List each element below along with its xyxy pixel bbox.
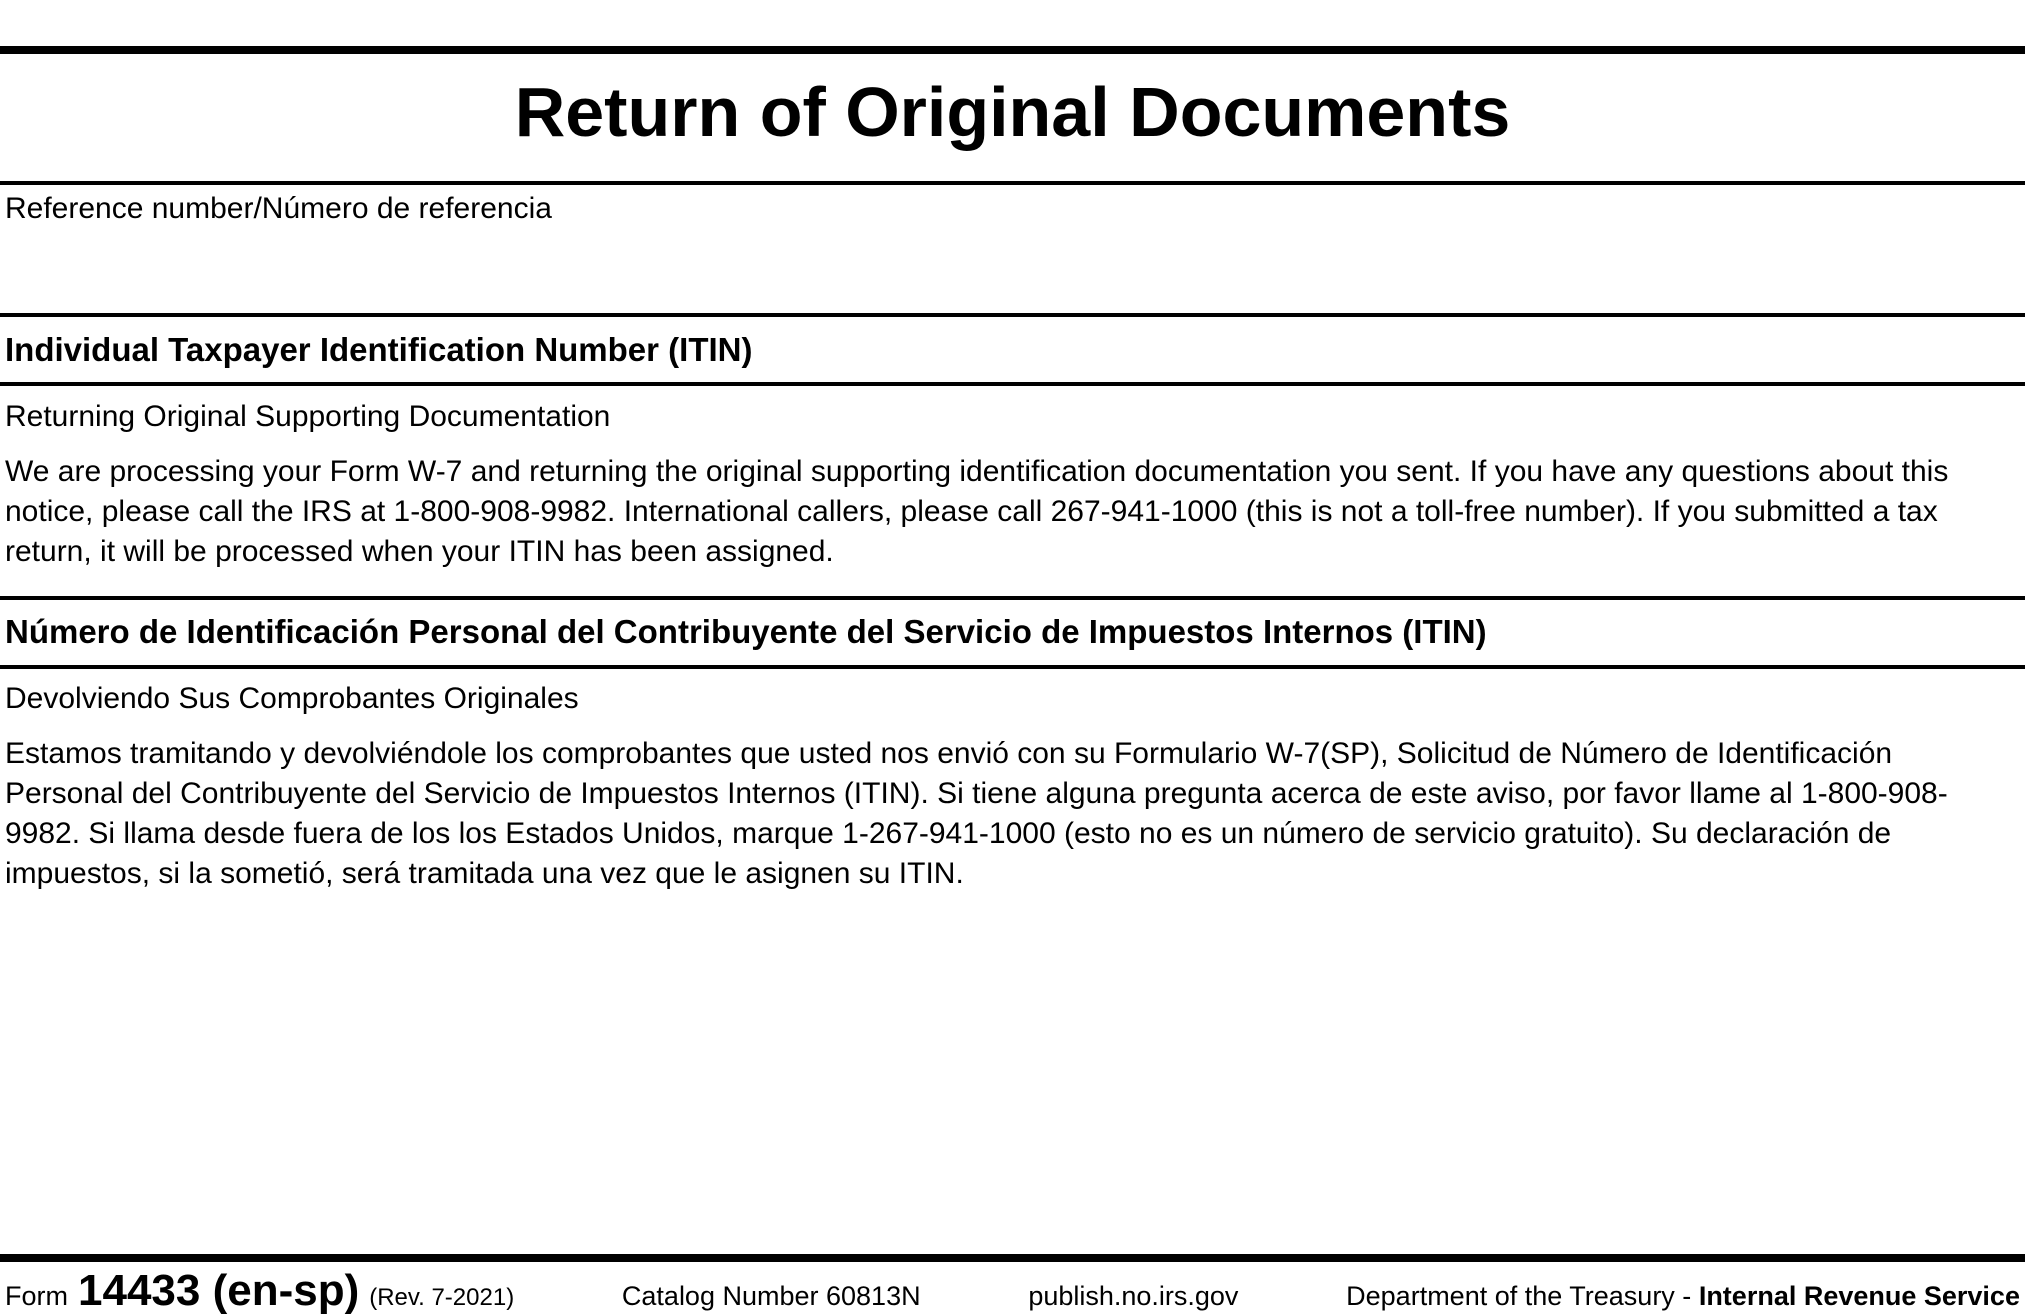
english-body-text: We are processing your Form W-7 and returning the original supporting identification documentation you sent. If you have any questions about this notice, please call the IRS at 1-800-908-9982. International callers, please call 267-941-1000 (this is not a toll-free number). If you submitted a tax return, it will be processed when your ITIN has been assigned. [5, 455, 1949, 568]
catalog-number: Catalog Number 60813N [621, 1281, 921, 1311]
english-heading-rule [0, 382, 2025, 386]
top-thick-rule [0, 46, 2025, 54]
publish-website: publish.no.irs.gov [1028, 1281, 1239, 1311]
document-title: Return of Original Documents [514, 73, 1511, 151]
english-subtitle: Returning Original Supporting Documentation [5, 400, 611, 433]
spanish-section-heading: Número de Identificación Personal del Contribuyente del Servicio de Impuestos Internos (ITIN) [5, 613, 1487, 650]
title-bottom-rule [0, 181, 2025, 185]
spanish-section-rule [0, 596, 2025, 600]
english-section-heading: Individual Taxpayer Identification Number (ITIN) [5, 331, 753, 368]
form-word: Form [5, 1281, 68, 1311]
department-name [1346, 1281, 2020, 1312]
spanish-body-text: Estamos tramitando y devolviéndole los comprobantes que usted nos envió con su Formulario W-7(SP), Solicitud de Número de Identificación Personal del Contribuyente del Servicio de Impuestos Internos (ITIN). Si tiene alguna pregunta acerca de este aviso, por favor llame al 1-800-908-9982. Si llama desde fuera de los los Estados Unidos, marque 1-267-941-1000 (esto no es un número de servicio gratuito). Su declaración de impuestos, si la sometió, será tramitada una vez que le asignen su ITIN. [5, 737, 1948, 890]
department-prefix: Department of the Treasury - [1346, 1281, 1699, 1311]
reference-section-rule [0, 313, 2025, 317]
reference-number-label: Reference number/Número de referencia [5, 192, 552, 225]
form-identifier [5, 1266, 514, 1316]
form-revision: (Rev. 7-2021) [369, 1284, 515, 1311]
form-number: 14433 (en-sp) [78, 1266, 360, 1315]
spanish-subtitle: Devolviendo Sus Comprobantes Originales [5, 682, 579, 715]
form-footer [5, 1266, 2020, 1315]
footer-thick-rule [0, 1254, 2025, 1262]
agency-name: Internal Revenue Service [1698, 1281, 2020, 1311]
spanish-heading-rule [0, 665, 2025, 669]
